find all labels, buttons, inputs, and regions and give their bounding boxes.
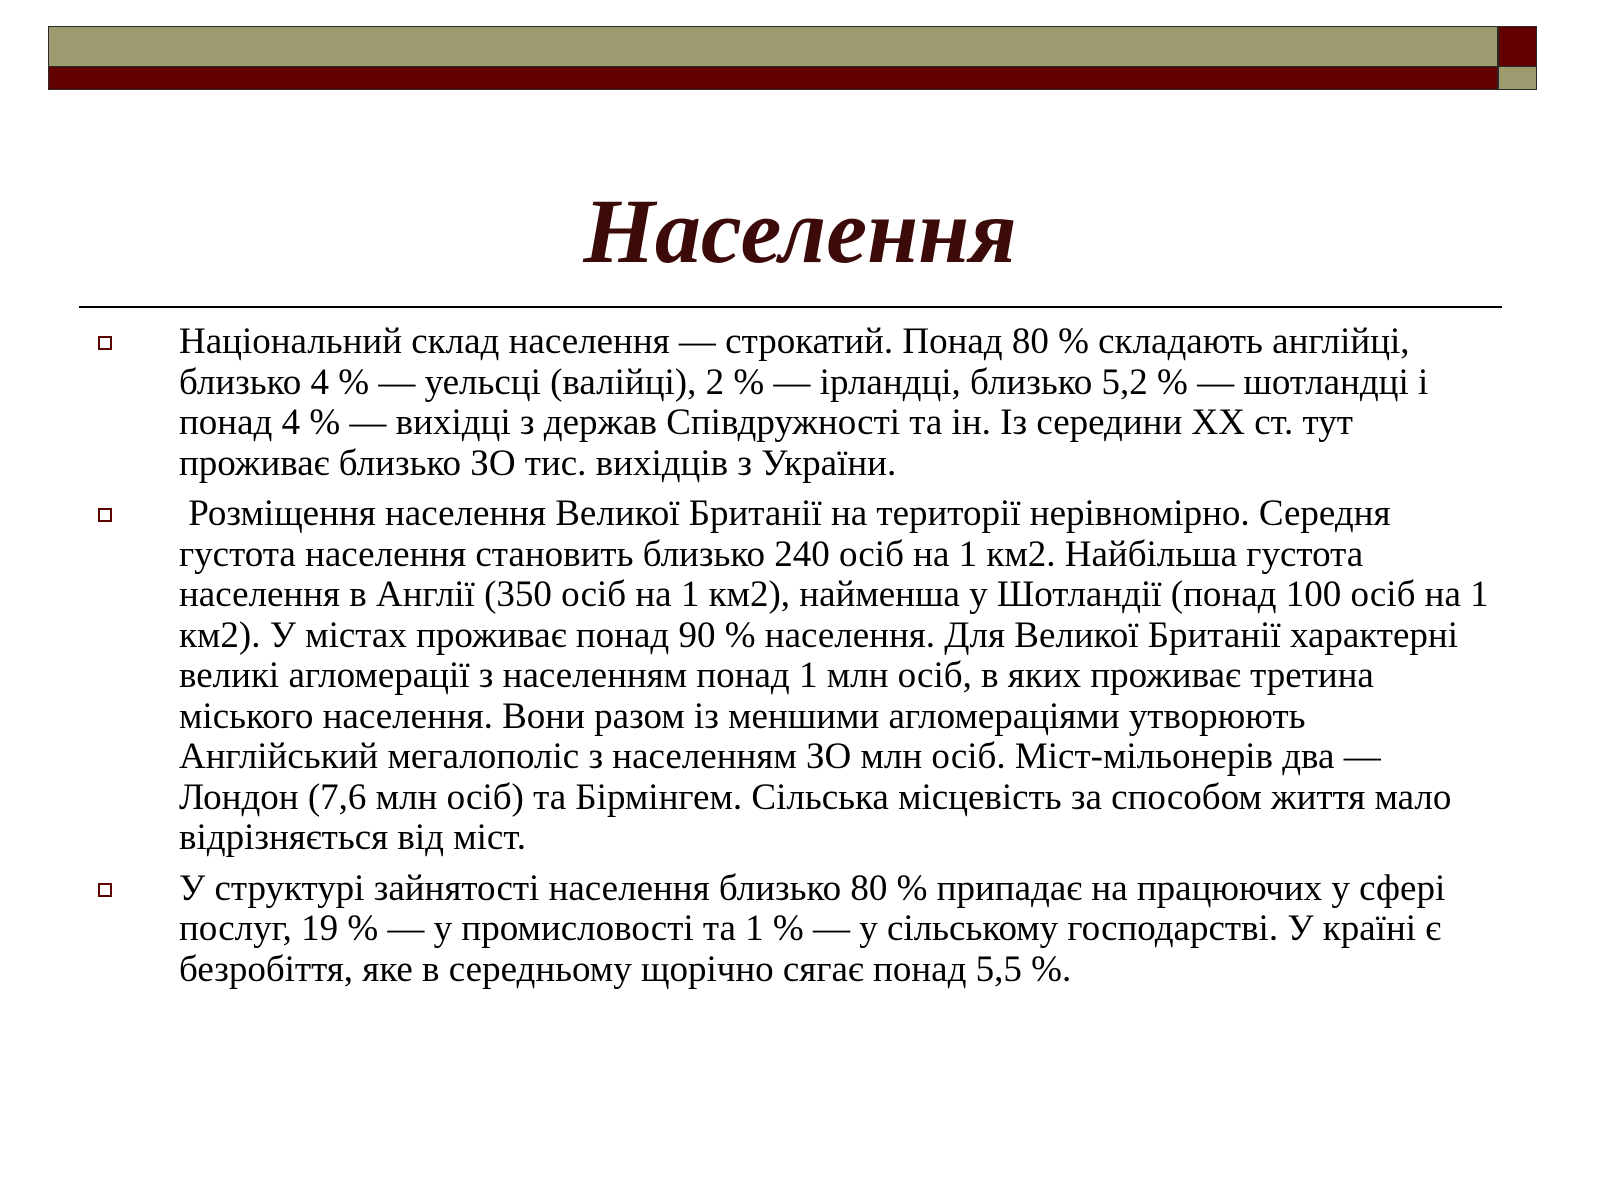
bullet-text: Розміщення населення Великої Британії на території нерівномірно. Середня густота населення становить близько 240 осіб на 1 км2. Найбільша густота населення в Англії (350 осіб на 1 км2), найменша у Шотландії (понад 100 осіб на 1 км2). У містах проживає понад 90 % населення. Для Великої Британії характерні великі агломерації з населенням понад 1 млн осіб, в яких проживає третина міського населення. Вони разом із меншими агломераціями утворюють Англійський мегалополіс з населенням ЗО млн осіб. Міст-мільонерів два — Лондон (7,6 млн осіб) та Бірмінгем. Сільська місцевість за способом життя мало відрізняється від міст. [179,493,1498,858]
bullet-text: У структурі зайнятості населення близько 80 % припадає на працюючих у сфері послуг, 19 % — у промисловості та 1 % — у сільському господарстві. У країні є безробіття, яке в середньому щорічно сягає понад 5,5 %. [179,867,1446,990]
header-bar-olive [48,26,1537,66]
bullet-list [0,322,1600,1000]
title-underline [79,306,1502,308]
hollow-square-bullet-icon [98,336,112,350]
bullet-text: Національний склад населення — строкатий. Понад 80 % складають англійці, близько 4 % — уельсці (валійці), 2 % — ірландці, близько 5,2 % — шотландці і понад 4 % — вихідці з держав Співдружності та ін. Із середини XX ст. тут проживає близько ЗО тис. вихідців з України. [179,321,1429,484]
hollow-square-bullet-icon [98,883,112,897]
header-corner-olive [1499,66,1537,90]
header-bar-divider [1497,26,1499,90]
header-corner-maroon [1499,26,1537,66]
bullet-item-nationality [0,322,1600,484]
bullet-item-distribution [0,494,1600,859]
bullet-item-employment [0,869,1600,991]
header-bar-maroon [48,66,1537,90]
hollow-square-bullet-icon [98,508,112,522]
slide-title: Населення [583,180,1017,282]
